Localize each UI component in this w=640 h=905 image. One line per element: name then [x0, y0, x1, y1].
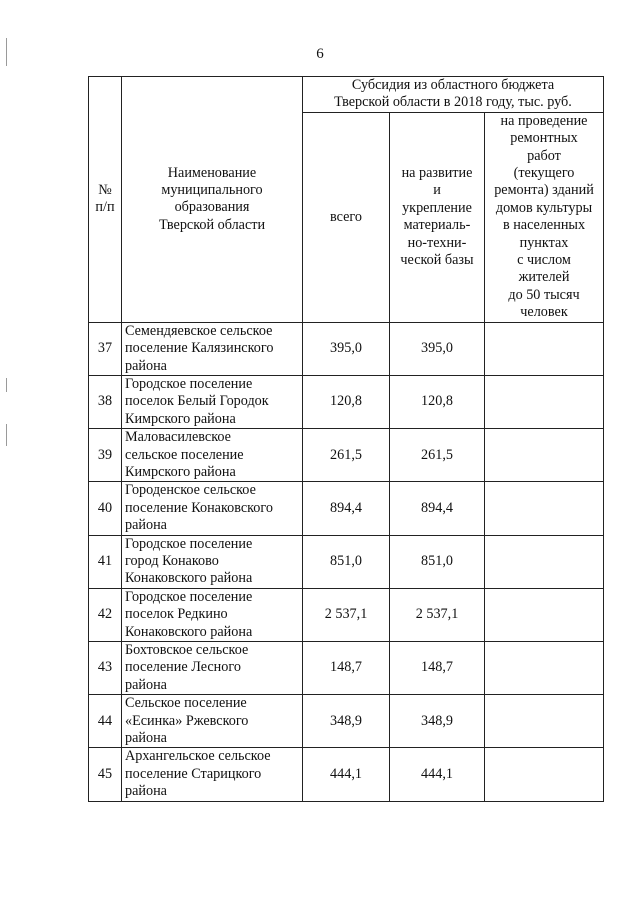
- table-row: [89, 535, 604, 588]
- table-body: [89, 322, 604, 801]
- row-development: 894,4: [390, 482, 485, 535]
- table-row: [89, 695, 604, 748]
- table-row: [89, 375, 604, 428]
- row-development: 148,7: [390, 642, 485, 695]
- row-number: 38: [89, 375, 122, 428]
- header-development-text: на развитие и укрепление материаль- но-техни- ческой базы: [400, 165, 474, 269]
- row-total: 148,7: [303, 642, 390, 695]
- row-repair: [485, 482, 604, 535]
- row-repair: [485, 748, 604, 801]
- margin-mark-lower: [6, 424, 7, 446]
- table-row: [89, 588, 604, 641]
- row-repair: [485, 695, 604, 748]
- table-header: [89, 77, 604, 323]
- row-name: Городское поселение поселок Редкино Конаковского района: [122, 588, 303, 641]
- subsidy-table: [88, 76, 604, 802]
- table-row: [89, 322, 604, 375]
- row-total: 120,8: [303, 375, 390, 428]
- row-development: 120,8: [390, 375, 485, 428]
- row-development: 348,9: [390, 695, 485, 748]
- table-row: [89, 748, 604, 801]
- header-name-text: Наименование муниципального образования Тверской области: [158, 164, 266, 233]
- row-repair: [485, 429, 604, 482]
- row-total: 261,5: [303, 429, 390, 482]
- header-name: [122, 77, 303, 323]
- header-num: [89, 77, 122, 323]
- header-total: [303, 112, 390, 322]
- table-row: [89, 642, 604, 695]
- row-number: 41: [89, 535, 122, 588]
- row-name: Семендяевское сельское поселение Калязинского района: [122, 322, 303, 375]
- row-number: 39: [89, 429, 122, 482]
- header-repair: [485, 112, 604, 322]
- row-number: 43: [89, 642, 122, 695]
- header-total-text: всего: [330, 208, 362, 225]
- row-name: Городское поселение поселок Белый Городок Кимрского района: [122, 375, 303, 428]
- row-number: 40: [89, 482, 122, 535]
- row-total: 395,0: [303, 322, 390, 375]
- row-total: 851,0: [303, 535, 390, 588]
- header-subsidy-group: [303, 77, 604, 113]
- row-total: 894,4: [303, 482, 390, 535]
- row-development: 444,1: [390, 748, 485, 801]
- row-number: 45: [89, 748, 122, 801]
- row-number: 44: [89, 695, 122, 748]
- header-num-text: № п/п: [95, 181, 115, 216]
- row-repair: [485, 588, 604, 641]
- row-total: 444,1: [303, 748, 390, 801]
- header-development: [390, 112, 485, 322]
- table-row: [89, 482, 604, 535]
- row-development: 2 537,1: [390, 588, 485, 641]
- page-number: 6: [316, 46, 324, 62]
- row-name: Городское поселение город Конаково Конаковского района: [122, 535, 303, 588]
- table-row: [89, 429, 604, 482]
- row-total: 348,9: [303, 695, 390, 748]
- row-development: 395,0: [390, 322, 485, 375]
- row-repair: [485, 642, 604, 695]
- row-development: 261,5: [390, 429, 485, 482]
- row-name: Городенское сельское поселение Конаковского района: [122, 482, 303, 535]
- row-number: 37: [89, 322, 122, 375]
- row-name: Маловасилевское сельское поселение Кимрского района: [122, 429, 303, 482]
- row-repair: [485, 375, 604, 428]
- row-total: 2 537,1: [303, 588, 390, 641]
- row-repair: [485, 535, 604, 588]
- row-repair: [485, 322, 604, 375]
- row-name: Бохтовское сельское поселение Лесного района: [122, 642, 303, 695]
- row-number: 42: [89, 588, 122, 641]
- row-name: Сельское поселение «Есинка» Ржевского района: [122, 695, 303, 748]
- header-group-text: Субсидия из областного бюджета Тверской области в 2018 году, тыс. руб.: [334, 77, 572, 111]
- row-development: 851,0: [390, 535, 485, 588]
- margin-mark-middle: [6, 378, 7, 392]
- row-name: Архангельское сельское поселение Старицкого района: [122, 748, 303, 801]
- header-repair-text: на проведение ремонтных работ (текущего ремонта) зданий домов культуры в населенных пунктах с числом жителей до 50 тысяч человек: [494, 112, 594, 321]
